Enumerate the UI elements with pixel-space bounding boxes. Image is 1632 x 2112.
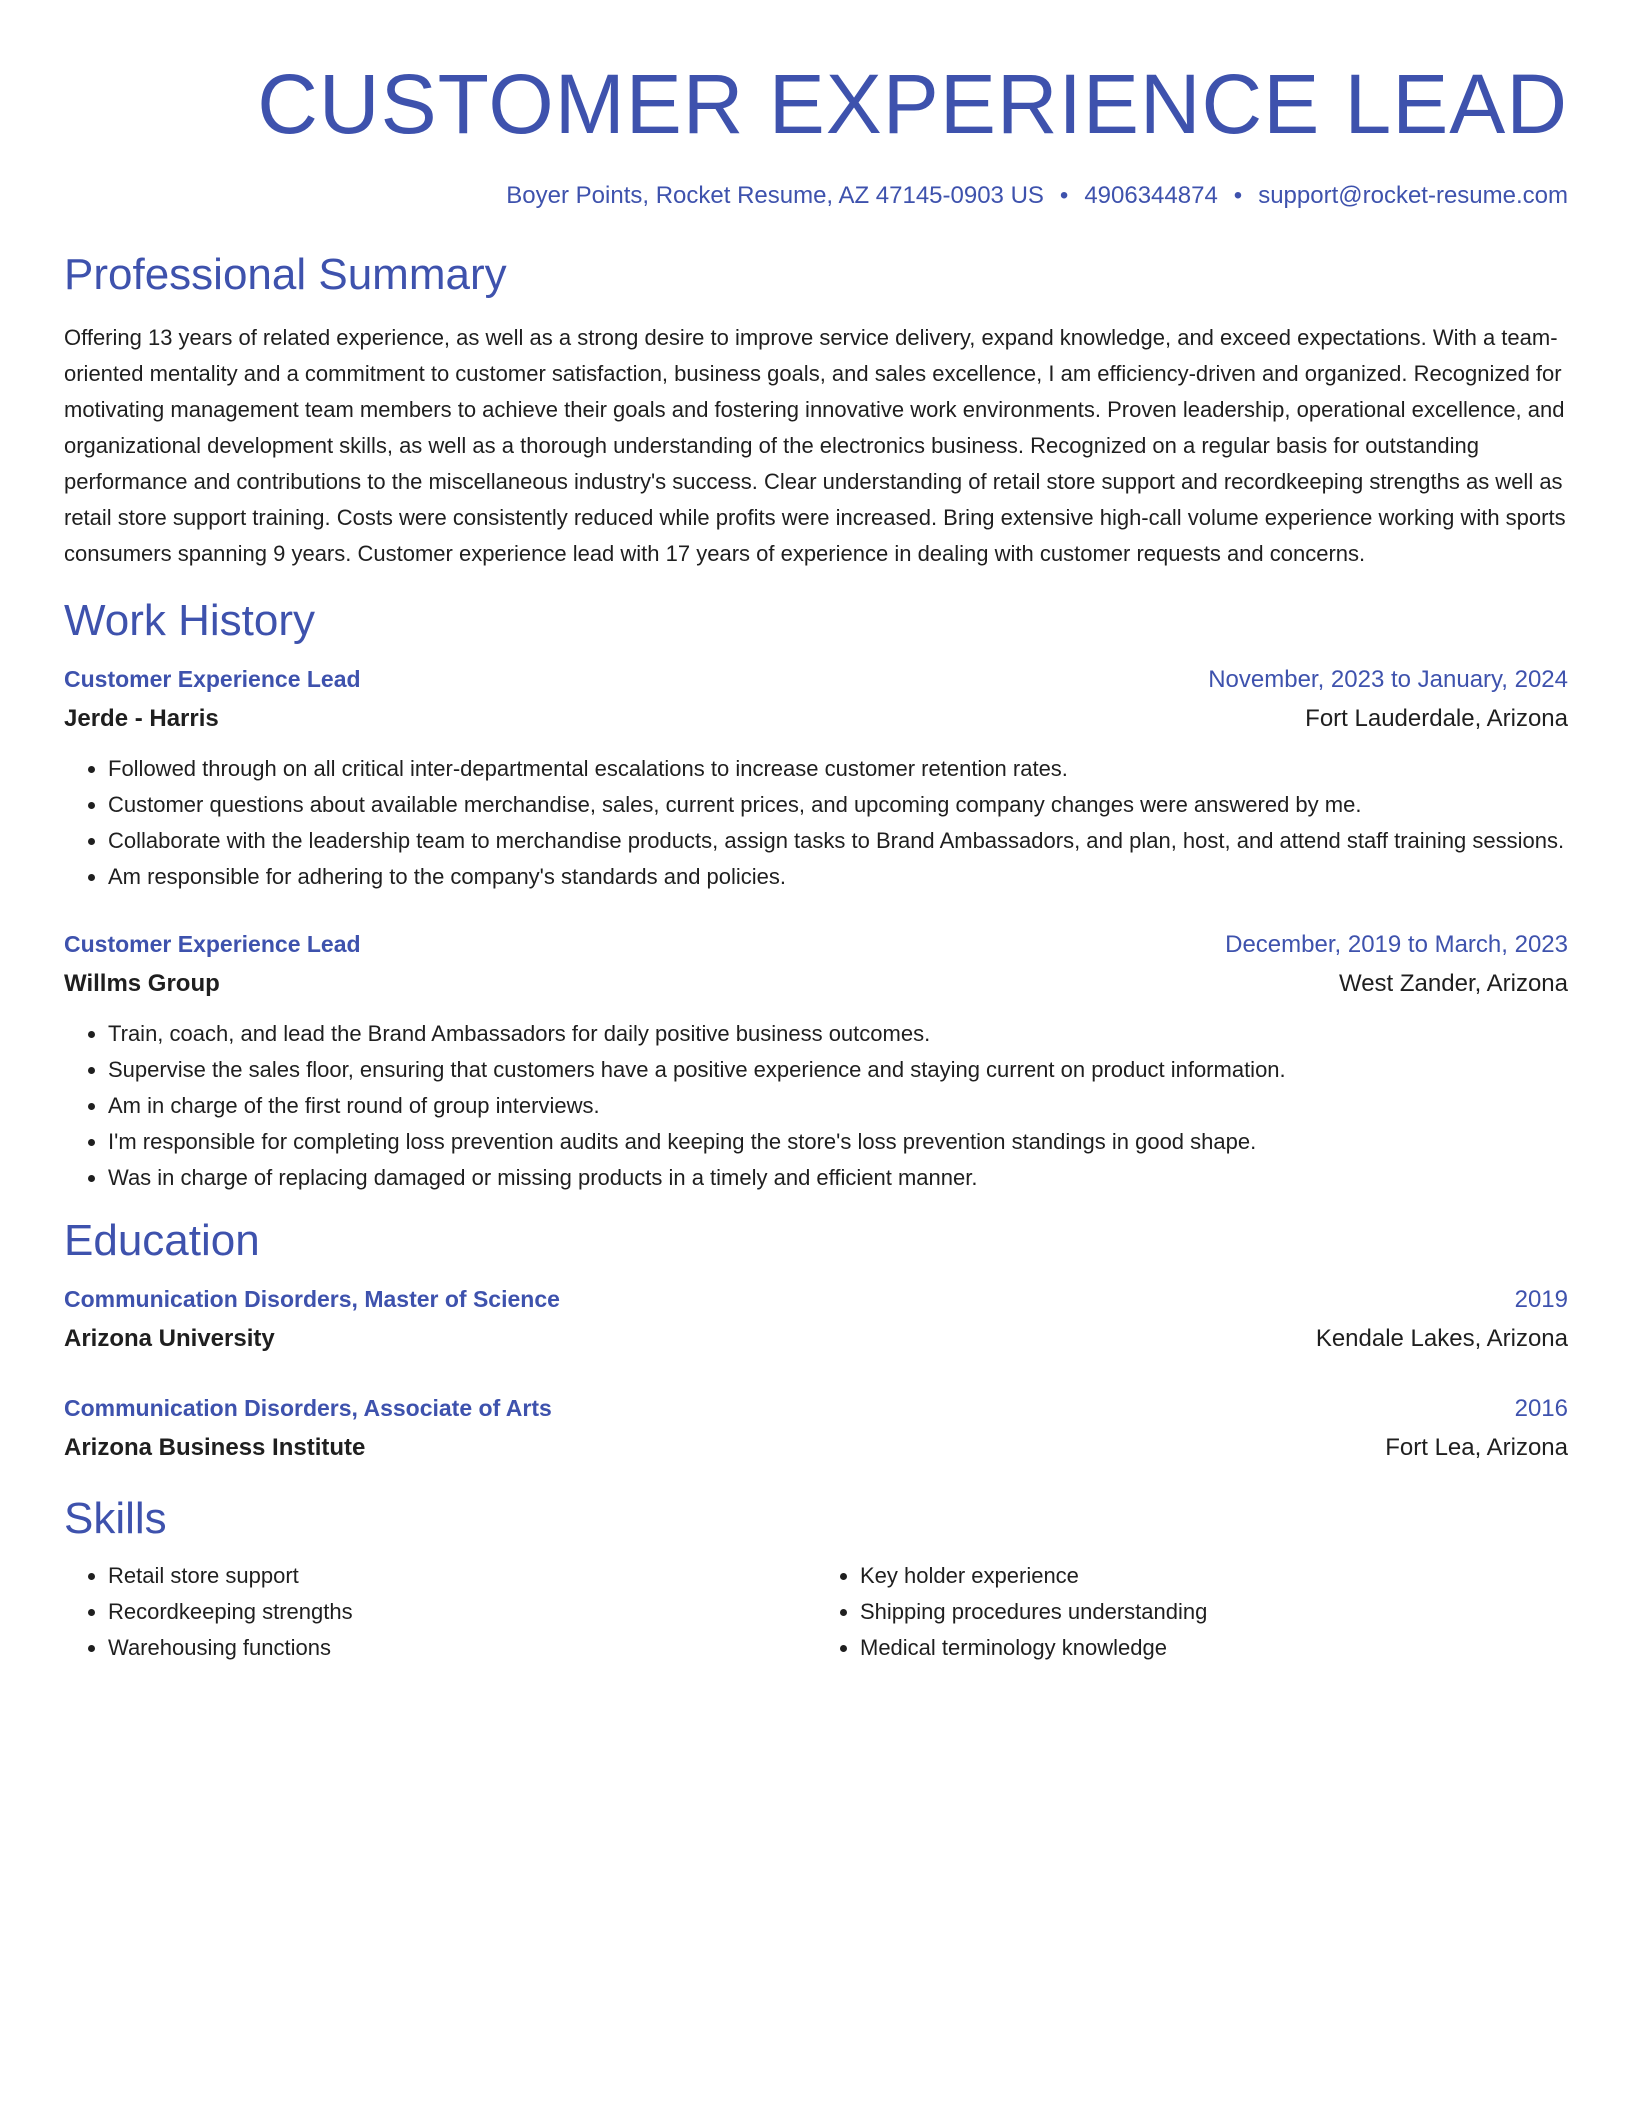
job-bullet: • Am responsible for adhering to the company's standards and policies. (108, 859, 1568, 895)
contact-line (64, 180, 1568, 212)
skill-item: • Shipping procedures understanding (860, 1594, 1568, 1630)
skill-item: • Warehousing functions (108, 1630, 816, 1666)
skills-section (64, 1492, 1568, 1666)
education-entry (64, 1280, 1568, 1359)
education-location: Fort Lea, Arizona (1385, 1434, 1568, 1461)
contact-phone[interactable]: 4906344874 (1084, 182, 1218, 209)
job-entry (64, 660, 1568, 895)
skill-item: • Key holder experience (860, 1558, 1568, 1594)
job-bullet: • Collaborate with the leadership team to merchandise products, assign tasks to Brand Ambassadors, and plan, host, and attend staff training sessions. (108, 823, 1568, 859)
job-location: Fort Lauderdale, Arizona (1305, 705, 1568, 732)
job-bullet: • Supervise the sales floor, ensuring that customers have a positive experience and staying current on product information. (108, 1052, 1568, 1088)
job-employer-row (64, 964, 1568, 1004)
job-dates: November, 2023 to January, 2024 (1208, 666, 1568, 693)
education-school: Arizona University (64, 1325, 275, 1352)
education-entry (64, 1389, 1568, 1468)
skills-grid (64, 1554, 1568, 1666)
education-year: 2016 (1514, 1395, 1568, 1422)
education-school: Arizona Business Institute (64, 1434, 366, 1461)
job-title: Customer Experience Lead (64, 931, 361, 957)
resume-header (64, 56, 1568, 212)
skills-list-left (64, 1558, 816, 1666)
contact-separator: • (1233, 182, 1243, 209)
work-history-section (64, 594, 1568, 1196)
skill-item: • Recordkeeping strengths (108, 1594, 816, 1630)
skill-item: • Retail store support (108, 1558, 816, 1594)
education-section (64, 1214, 1568, 1468)
job-bullet: • Train, coach, and lead the Brand Ambassadors for daily positive business outcomes. (108, 1016, 1568, 1052)
contact-email[interactable]: support@rocket-resume.com (1258, 182, 1568, 209)
contact-separator: • (1059, 182, 1069, 209)
job-title: Customer Experience Lead (64, 666, 361, 692)
job-employer-row (64, 699, 1568, 739)
education-location: Kendale Lakes, Arizona (1315, 1325, 1568, 1352)
job-bullet: • Was in charge of replacing damaged or missing products in a timely and efficient manner. (108, 1160, 1568, 1196)
job-employer: Jerde - Harris (64, 705, 219, 732)
job-header-row (64, 660, 1568, 699)
job-location: West Zander, Arizona (1338, 970, 1568, 997)
education-school-row (64, 1428, 1568, 1468)
skills-heading: Skills (64, 1494, 167, 1543)
job-bullet: • I'm responsible for completing loss prevention audits and keeping the store's loss prevention standings in good shape. (108, 1124, 1568, 1160)
job-entry (64, 925, 1568, 1196)
skill-item: • Medical terminology knowledge (860, 1630, 1568, 1666)
education-heading: Education (64, 1216, 260, 1265)
resume-name: CUSTOMER EXPERIENCE LEAD (257, 57, 1568, 151)
job-bullet: • Followed through on all critical inter-departmental escalations to increase customer retention rates. (108, 751, 1568, 787)
education-year: 2019 (1514, 1286, 1568, 1313)
education-header-row (64, 1389, 1568, 1428)
summary-text: Offering 13 years of related experience, as well as a strong desire to improve service delivery, expand knowledge, and exceed expectations. With a team-oriented mentality and a commitment to customer satisfaction, business goals, and sales excellence, I am efficiency-driven and organized. Recognized for motivating management team members to achieve their goals and fostering innovative work environments. Proven leadership, operational excellence, and organizational development skills, as well as a thorough understanding of the electronics business. Recognized on a regular basis for outstanding performance and contributions to the miscellaneous industry's success. Clear understanding of retail store support and recordkeeping strengths as well as retail store support training. Costs were consistently reduced while profits were increased. Bring extensive high-call volume experience working with sports consumers spanning 9 years. Customer experience lead with 17 years of experience in dealing with customer requests and concerns. (64, 325, 1566, 566)
job-header-row (64, 925, 1568, 964)
contact-address: Boyer Points, Rocket Resume, AZ 47145-0903 US (506, 182, 1044, 209)
job-bullets (64, 1016, 1568, 1196)
education-school-row (64, 1319, 1568, 1359)
education-degree: Communication Disorders, Associate of Arts (64, 1395, 552, 1421)
job-bullets (64, 751, 1568, 895)
job-bullet: • Am in charge of the first round of group interviews. (108, 1088, 1568, 1124)
summary-heading: Professional Summary (64, 250, 507, 299)
summary-section (64, 248, 1568, 572)
job-employer: Willms Group (64, 970, 220, 997)
education-header-row (64, 1280, 1568, 1319)
work-history-heading: Work History (64, 596, 315, 645)
education-degree: Communication Disorders, Master of Science (64, 1286, 560, 1312)
job-bullet: • Customer questions about available merchandise, sales, current prices, and upcoming company changes were answered by me. (108, 787, 1568, 823)
job-dates: December, 2019 to March, 2023 (1225, 931, 1568, 958)
skills-list-right (816, 1558, 1568, 1666)
